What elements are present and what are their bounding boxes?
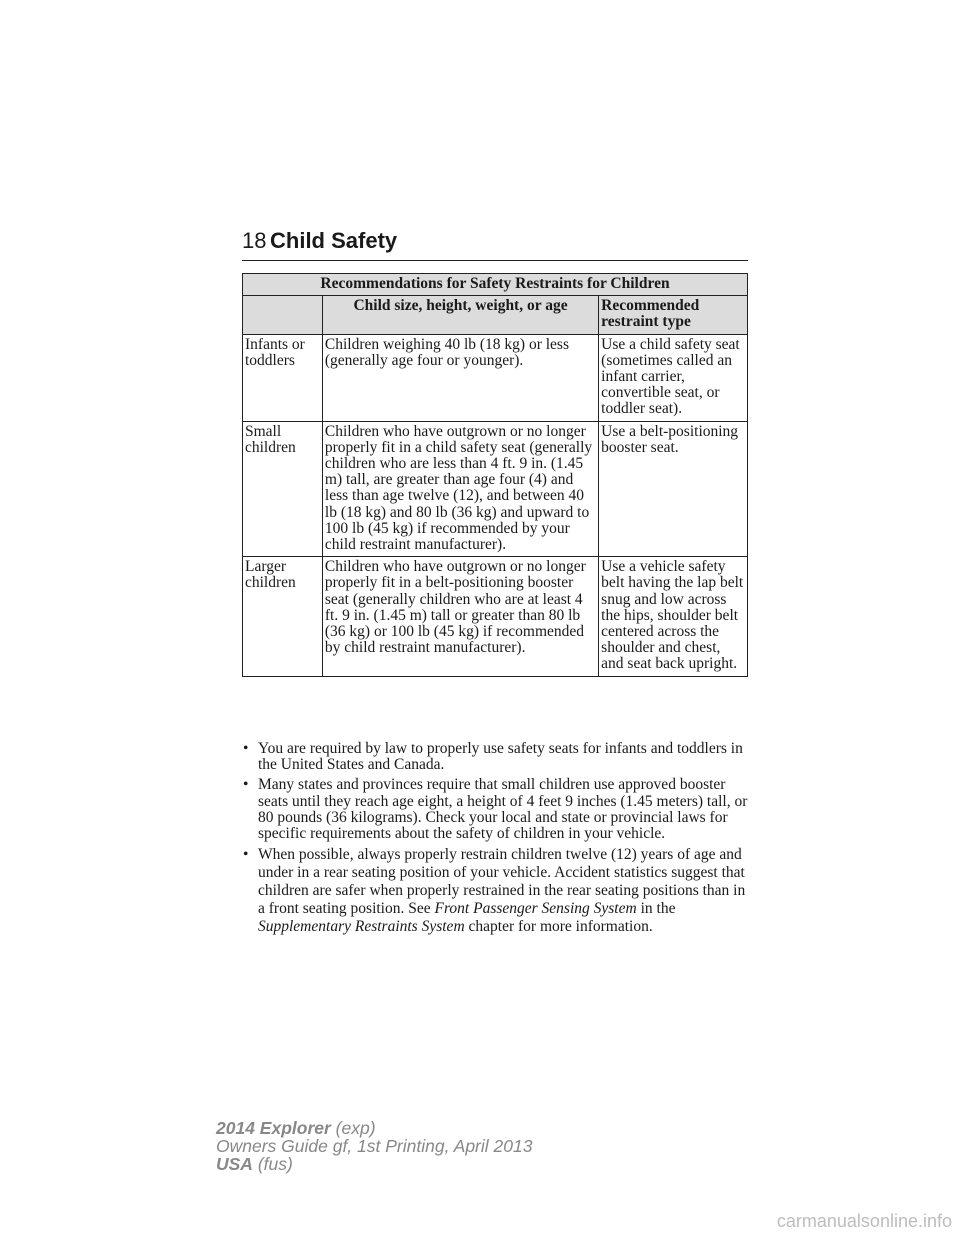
- table-title-row: [243, 274, 748, 296]
- page-number: 18: [242, 228, 267, 253]
- bullet-marker: •: [243, 776, 249, 794]
- table-row: [243, 557, 748, 676]
- row-restraint: Use a belt-positioning booster seat.: [599, 421, 748, 557]
- bullet-item: [242, 741, 748, 773]
- table-row: [243, 334, 748, 421]
- footer-model: 2014 Explorer: [216, 1118, 331, 1138]
- row-size: Children who have outgrown or no longer properly fit in a child safety seat (generally children who are less than 4 ft. 9 in. (1.45 m) tall, are greater than age four (4) and less than age twelve (12), and between 40 lb (18 kg) and 80 lb (36 kg) and upward to 100 lb (45 kg) if recommended by your child restraint manufacturer).: [322, 421, 598, 557]
- table-row: [243, 421, 748, 557]
- footer-line: [216, 1155, 532, 1173]
- watermark: carmanualsonline.info: [776, 1211, 952, 1231]
- bullet-item: [242, 777, 748, 842]
- table-header-row: [243, 296, 748, 334]
- print-footer: [216, 1119, 532, 1173]
- row-category: Small children: [243, 421, 323, 557]
- safety-restraints-table: [242, 273, 748, 677]
- bullet-marker: •: [243, 740, 249, 757]
- table-title: Recommendations for Safety Restraints for Children: [243, 274, 748, 296]
- column-header-category: [243, 296, 323, 334]
- row-restraint: Use a child safety seat (sometimes called an infant carrier, convertible seat, or toddler seat).: [599, 334, 748, 421]
- section-title: Child Safety: [270, 228, 398, 253]
- row-size: Children who have outgrown or no longer properly fit in a belt-positioning booster seat (generally children who are at least 4 ft. 9 in. (1.45 m) tall or greater than 80 lb (36 kg) or 100 lb (45 kg) if recommended by child restraint manufacturer).: [322, 557, 598, 676]
- bullet-list: [242, 741, 748, 940]
- column-header-restraint: Recommended restraint type: [599, 296, 748, 334]
- footer-code: (fus): [252, 1154, 293, 1174]
- cross-reference-link: Front Passenger Sensing System: [434, 900, 637, 918]
- bullet-text: When possible, always properly restrain children twelve (12) years of age and under in a rear seating position of your vehicle. Accident statistics suggest that children are safer when properly restrained in the rear seating positions than in a front seating position. See: [258, 846, 746, 918]
- bullet-text: Many states and provinces require that small children use approved booster seats until they reach age eight, a height of 4 feet 9 inches (1.45 meters) tall, or 80 pounds (36 kilograms). Check your local and state or provincial laws for specific requirements about the safety of children in your vehicle.: [258, 776, 748, 843]
- row-restraint: Use a vehicle safety belt having the lap belt snug and low across the hips, shoulder belt centered across the shoulder and chest, and seat back upright.: [599, 557, 748, 676]
- cross-reference-link: Supplementary Restraints System: [258, 918, 465, 936]
- bullet-text: in the: [636, 900, 676, 918]
- column-header-size: Child size, height, weight, or age: [322, 296, 598, 334]
- bullet-text: chapter for more information.: [464, 918, 653, 936]
- footer-line: Owners Guide gf, 1st Printing, April 2013: [216, 1136, 533, 1156]
- footer-market: USA: [216, 1154, 253, 1174]
- row-category: Infants or toddlers: [243, 334, 323, 421]
- page-header: [242, 226, 748, 261]
- bullet-text: You are required by law to properly use safety seats for infants and toddlers in the United States and Canada.: [258, 740, 743, 774]
- bullet-marker: •: [243, 846, 249, 864]
- row-category: Larger children: [243, 557, 323, 676]
- row-size: Children weighing 40 lb (18 kg) or less (generally age four or younger).: [322, 334, 598, 421]
- bullet-item: [242, 846, 748, 936]
- footer-code: (exp): [330, 1118, 376, 1138]
- footer-line: [216, 1119, 532, 1137]
